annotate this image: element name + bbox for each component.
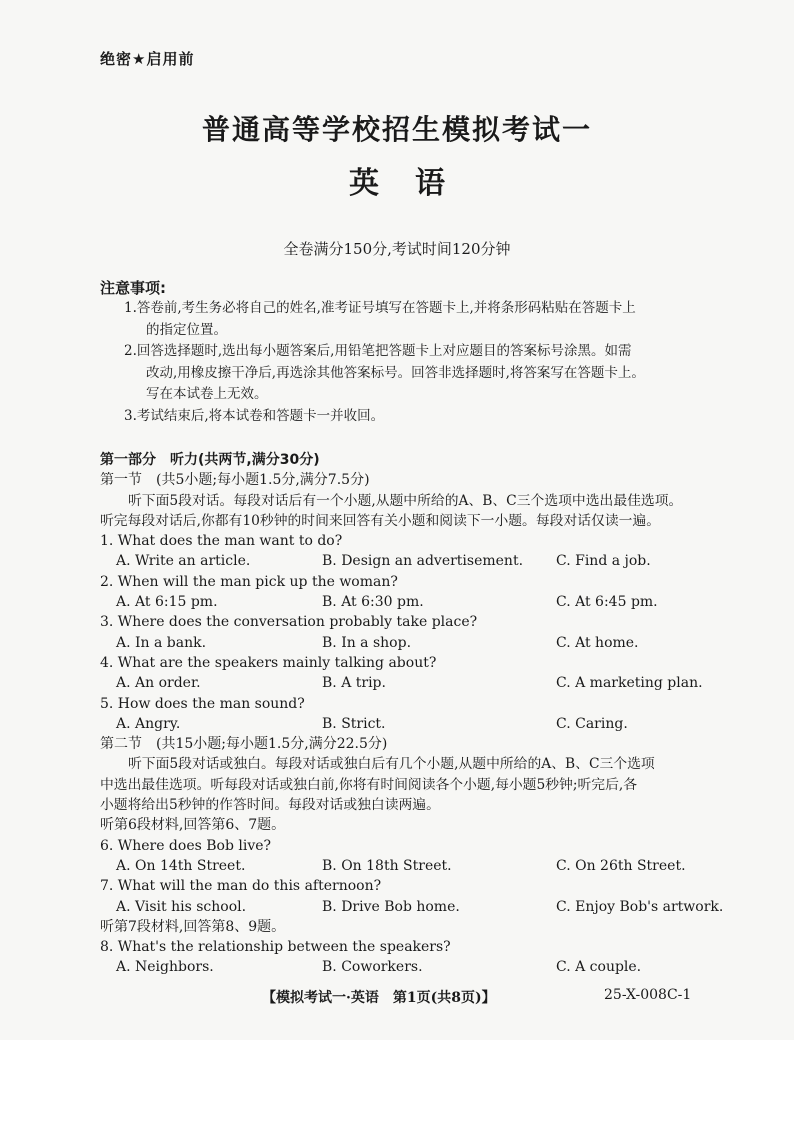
question-text: 2. When will the man pick up the woman? xyxy=(100,573,398,590)
option-c: C. A marketing plan. xyxy=(556,675,703,692)
notice-list xyxy=(124,298,722,427)
option-c: C. Caring. xyxy=(556,715,628,732)
option-c: C. Find a job. xyxy=(556,553,651,570)
footer-page-info: 【模拟考试一·英语 第1页(共8页)】 xyxy=(262,990,496,1006)
notice-item: 改动,用橡皮擦干净后,再选涂其他答案标号。回答非选择题时,将答案写在答题卡上。 xyxy=(146,364,645,381)
subject-title: 英语 xyxy=(349,166,481,201)
option-a: A. Write an article. xyxy=(116,553,251,570)
exam-title: 普通高等学校招生模拟考试一 xyxy=(201,113,592,146)
question-text: 8. What's the relationship between the speakers? xyxy=(100,939,451,956)
section-heading: 第一节 (共5小题;每小题1.5分,满分7.5分) xyxy=(100,472,370,489)
question-text: 4. What are the speakers mainly talking about? xyxy=(100,654,437,671)
page-footer xyxy=(0,987,794,1009)
option-b: B. A trip. xyxy=(322,675,386,692)
option-b: B. On 18th Street. xyxy=(322,857,452,874)
question-options xyxy=(100,856,724,876)
option-b: B. At 6:30 pm. xyxy=(322,594,424,611)
confidential-label: 绝密★启用前 xyxy=(100,50,195,68)
question-options xyxy=(100,673,724,693)
instruction-line: 中选出最佳选项。听每段对话或独白前,你将有时间阅读各个小题,每小题5秒钟;听完后,各 xyxy=(100,776,638,793)
question-options xyxy=(100,633,724,653)
question-text: 6. Where does Bob live? xyxy=(100,837,272,854)
notice-item: 1.答卷前,考生务必将自己的姓名,准考证号填写在答题卡上,并将条形码粘贴在答题卡上 xyxy=(124,300,636,316)
notice-item: 2.回答选择题时,选出每小题答案后,用铅笔把答题卡上对应题目的答案标号涂黑。如需 xyxy=(124,343,632,359)
question-text: 3. Where does the conversation probably take place? xyxy=(100,614,478,631)
exam-body xyxy=(100,450,724,978)
score-info: 全卷满分150分,考试时间120分钟 xyxy=(283,240,511,258)
question-options xyxy=(100,957,724,977)
option-a: A. Angry. xyxy=(116,715,181,732)
option-a: A. Visit his school. xyxy=(116,898,247,915)
option-b: B. Drive Bob home. xyxy=(322,898,460,915)
question-options xyxy=(100,551,724,571)
option-c: C. At home. xyxy=(556,634,639,651)
footer-code: 25-X-008C-1 xyxy=(604,987,692,1003)
option-a: A. An order. xyxy=(116,675,201,692)
option-a: A. Neighbors. xyxy=(116,959,214,976)
option-b: B. Coworkers. xyxy=(322,959,423,976)
notice-item: 的指定位置。 xyxy=(146,321,227,338)
instruction-line: 听完每段对话后,你都有10秒钟的时间来回答有关小题和阅读下一小题。每段对话仅读一遍。 xyxy=(100,512,661,529)
notice-heading: 注意事项: xyxy=(100,279,166,297)
material-label: 听第6段材料,回答第6、7题。 xyxy=(100,817,286,834)
question-text: 5. How does the man sound? xyxy=(100,695,305,712)
material-label: 听第7段材料,回答第8、9题。 xyxy=(100,918,286,935)
option-b: B. In a shop. xyxy=(322,634,412,651)
question-options xyxy=(100,592,724,612)
instruction-line: 小题将给出5秒钟的作答时间。每段对话或独白读两遍。 xyxy=(100,797,440,814)
option-c: C. At 6:45 pm. xyxy=(556,594,658,611)
question-options xyxy=(100,897,724,917)
instruction-line: 听下面5段对话或独白。每段对话或独白后有几个小题,从题中所给的A、B、C三个选项 xyxy=(128,756,655,773)
option-c: C. Enjoy Bob's artwork. xyxy=(556,898,724,915)
section-heading: 第二节 (共15小题;每小题1.5分,满分22.5分) xyxy=(100,736,388,753)
notice-item: 3.考试结束后,将本试卷和答题卡一并收回。 xyxy=(124,407,385,424)
notice-item: 写在本试卷上无效。 xyxy=(146,386,268,402)
question-text: 1. What does the man want to do? xyxy=(100,533,343,550)
option-b: B. Strict. xyxy=(322,715,386,732)
question-options xyxy=(100,714,724,734)
question-text: 7. What will the man do this afternoon? xyxy=(100,878,382,895)
option-c: C. A couple. xyxy=(556,959,642,976)
part-heading: 第一部分 听力(共两节,满分30分) xyxy=(100,452,320,468)
option-c: C. On 26th Street. xyxy=(556,857,686,874)
option-a: A. At 6:15 pm. xyxy=(116,594,218,611)
option-a: A. In a bank. xyxy=(116,634,207,651)
option-b: B. Design an advertisement. xyxy=(322,553,524,570)
instruction-line: 听下面5段对话。每段对话后有一个小题,从题中所给的A、B、C三个选项中选出最佳选项。 xyxy=(128,492,683,509)
option-a: A. On 14th Street. xyxy=(116,857,246,874)
